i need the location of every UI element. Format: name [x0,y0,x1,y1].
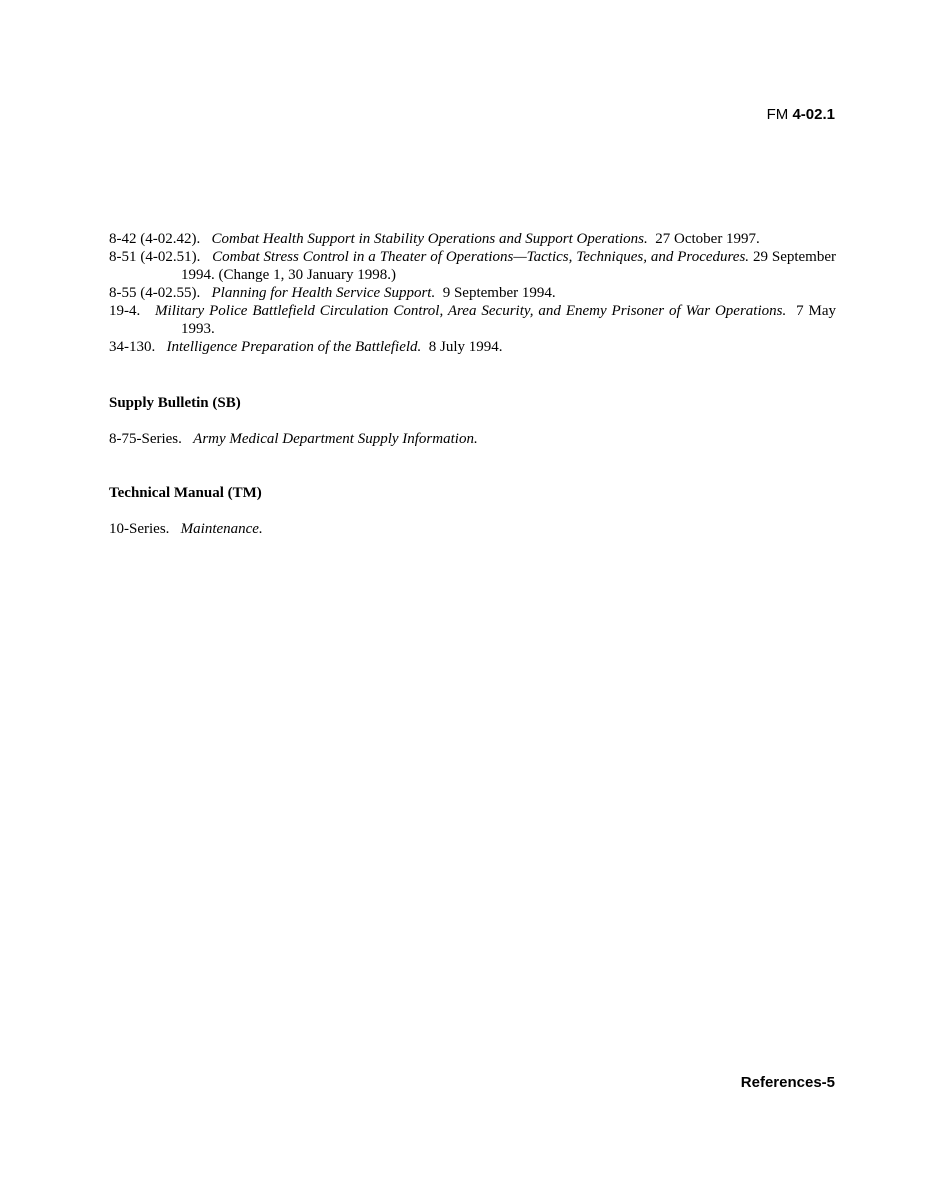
reference-id: 8-51 (4-02.51). [109,249,201,265]
reference-title: Military Police Battlefield Circulation Control, Area Security, and Enemy Prisoner of War Operations. [155,303,787,319]
reference-entry [109,302,836,338]
reference-date: 29 September 1994. (Change 1, 30 January 1998.) [181,249,836,283]
header-prefix: FM [766,106,789,123]
reference-date: 27 October 1997. [655,231,760,247]
supply-bulletin-heading: Supply Bulletin (SB) [109,395,241,411]
reference-date: 8 July 1994. [428,339,503,355]
page-header [767,106,835,124]
reference-id: 34-130. [109,339,156,355]
reference-entry [109,230,836,248]
reference-entry [109,430,836,448]
reference-id: 8-75-Series. [109,431,182,447]
document-body [109,230,836,538]
reference-entry [109,284,836,302]
reference-entry [109,338,836,356]
reference-title: Planning for Health Service Support. [211,285,436,301]
reference-title: Army Medical Department Supply Information. [193,431,478,447]
reference-entry [109,248,836,284]
reference-title: Combat Health Support in Stability Operations and Support Operations. [211,231,648,247]
page-footer: References-5 [740,1074,835,1091]
reference-entry [109,520,836,538]
reference-date: 7 May 1993. [181,303,837,337]
header-number: 4-02.1 [792,106,835,123]
reference-title: Combat Stress Control in a Theater of Operations—Tactics, Techniques, and Procedures. [212,249,750,265]
reference-id: 8-55 (4-02.55). [109,285,201,301]
reference-title: Maintenance. [180,521,263,537]
supply-bulletin-list [109,430,836,448]
reference-date: 9 September 1994. [442,285,556,301]
reference-title: Intelligence Preparation of the Battlefield. [166,339,422,355]
reference-list [109,230,836,356]
technical-manual-heading: Technical Manual (TM) [109,485,262,501]
reference-id: 10-Series. [109,521,170,537]
reference-id: 19-4. [109,303,141,319]
technical-manual-list [109,520,836,538]
reference-id: 8-42 (4-02.42). [109,231,201,247]
